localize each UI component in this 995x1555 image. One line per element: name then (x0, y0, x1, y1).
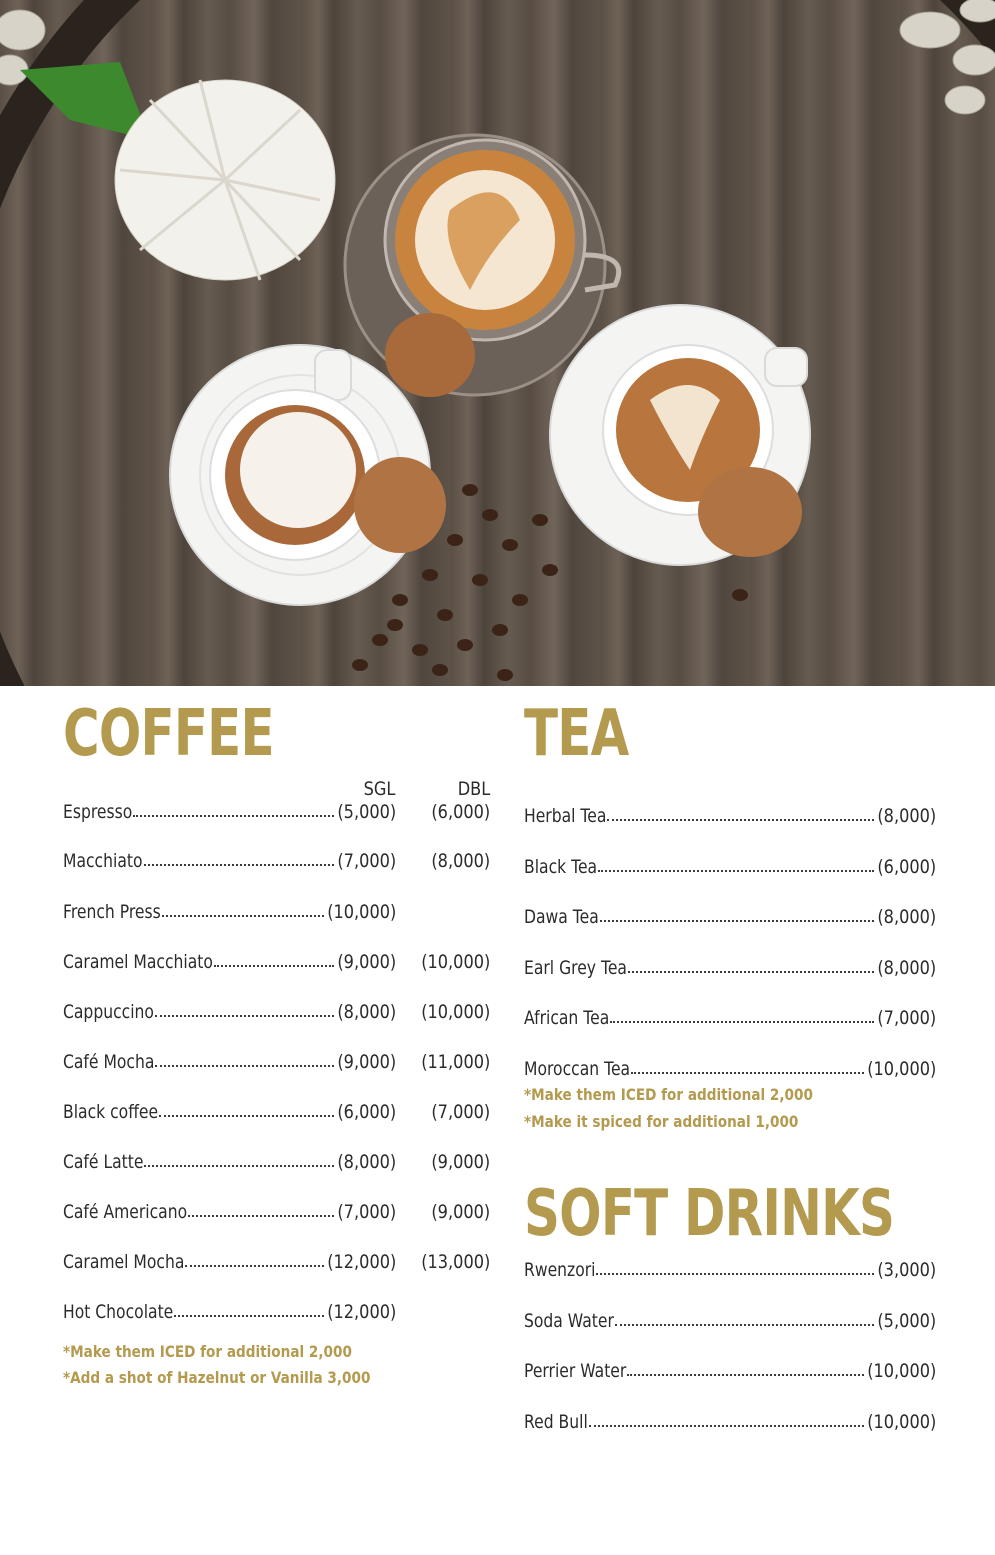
coffee-item (63, 897, 493, 927)
coffee-item (63, 1047, 493, 1077)
leader-dots (185, 1265, 323, 1267)
soft-drink-item-name (524, 1356, 649, 1386)
tea-item-price: (10,000) (866, 1057, 936, 1080)
tea-item (524, 902, 936, 932)
leader-dots (159, 1115, 334, 1117)
soft-drink-item-label: Rwenzori (524, 1259, 596, 1281)
soft-drink-item-price: (10,000) (866, 1410, 936, 1433)
leader-dots (631, 1072, 864, 1074)
tea-item-name (524, 801, 625, 831)
coffee-item-label: Hot Chocolate (63, 1301, 174, 1323)
coffee-cups-illustration (0, 0, 995, 686)
coffee-note-iced: *Make them ICED for additional 2,000 (63, 1342, 352, 1361)
coffee-item (63, 947, 493, 977)
tea-item-price: (8,000) (877, 906, 936, 928)
soft-drink-item-label: Red Bull (524, 1410, 588, 1433)
tea-item-name (524, 1054, 653, 1084)
leader-dots (615, 1324, 874, 1326)
coffee-note-shot: *Add a shot of Hazelnut or Vanilla 3,000 (63, 1368, 371, 1387)
coffee-price-dbl: (6,000) (431, 801, 490, 823)
tea-item (524, 1003, 936, 1033)
coffee-item-label: Macchiato (63, 850, 143, 872)
soft-drink-item (524, 1306, 936, 1336)
tea-note-spiced: *Make it spiced for additional 1,000 (524, 1112, 799, 1131)
coffee-item-label: Café Mocha (63, 1051, 155, 1073)
leader-dots (589, 1425, 864, 1427)
soft-drink-item-price: (10,000) (866, 1360, 936, 1382)
leader-dots (162, 915, 324, 917)
tea-item-price: (8,000) (877, 805, 936, 827)
coffee-price-dbl: (11,000) (420, 1051, 490, 1073)
coffee-price-dbl: (9,000) (431, 1151, 490, 1173)
tea-item-name (524, 1003, 628, 1033)
soft-drink-item (524, 1407, 936, 1437)
coffee-item-name (63, 1047, 174, 1077)
tea-item (524, 1054, 936, 1084)
coffee-heading: COFFEE (63, 697, 274, 771)
coffee-price-sgl: (5,000) (337, 801, 396, 823)
soft-drink-item-label: Soda Water (524, 1309, 614, 1332)
coffee-price-sgl: (7,000) (337, 1201, 396, 1223)
leader-dots (174, 1315, 324, 1317)
coffee-col-sgl: SGL (363, 778, 395, 800)
coffee-item-name (63, 797, 147, 827)
tea-item-name (524, 902, 615, 932)
leader-dots (598, 870, 874, 872)
leader-dots (610, 1021, 874, 1023)
coffee-price-dbl: (10,000) (420, 1001, 490, 1023)
soft-drink-item-name (524, 1306, 634, 1336)
coffee-item-label: Caramel Mocha (63, 1251, 185, 1273)
coffee-price-sgl: (8,000) (337, 1151, 396, 1173)
soft-drink-item-price: (3,000) (877, 1259, 936, 1281)
coffee-item-name (63, 1297, 197, 1327)
coffee-item-name (63, 997, 174, 1027)
coffee-item-label: Black coffee (63, 1101, 159, 1123)
coffee-item-label: Caramel Macchiato (63, 951, 213, 973)
coffee-price-sgl: (12,000) (326, 1251, 396, 1273)
leader-dots (607, 819, 874, 821)
coffee-price-dbl: (7,000) (431, 1101, 490, 1123)
tea-note-iced: *Make them ICED for additional 2,000 (524, 1085, 813, 1104)
coffee-price-dbl: (10,000) (420, 951, 490, 973)
soft-drink-item-name (524, 1255, 611, 1285)
coffee-item-name (63, 1147, 161, 1177)
coffee-item (63, 1297, 493, 1327)
tea-item-name (524, 852, 613, 882)
coffee-item (63, 1147, 493, 1177)
coffee-item-name (63, 1097, 179, 1127)
coffee-price-sgl: (12,000) (326, 1301, 396, 1323)
leader-dots (155, 1065, 334, 1067)
coffee-item (63, 997, 493, 1027)
tea-item-price: (6,000) (877, 855, 936, 878)
coffee-price-dbl: (9,000) (431, 1201, 490, 1223)
coffee-item (63, 797, 493, 827)
tea-item-label: Black Tea (524, 855, 598, 878)
soft-drink-item-label: Perrier Water (524, 1360, 627, 1382)
soft-drink-item (524, 1255, 936, 1285)
coffee-item-name (63, 1197, 214, 1227)
soft-drinks-heading: SOFT DRINKS (524, 1177, 895, 1251)
tea-item (524, 953, 936, 983)
coffee-item-label: Espresso (63, 801, 133, 823)
leader-dots (133, 815, 334, 817)
coffee-item-label: Café Latte (63, 1151, 144, 1173)
tea-item-label: Herbal Tea (524, 805, 607, 827)
leader-dots (628, 971, 874, 973)
leader-dots (596, 1273, 874, 1275)
coffee-item-name (63, 846, 160, 876)
header-photo (0, 0, 995, 686)
soft-drink-item (524, 1356, 936, 1386)
coffee-item (63, 1097, 493, 1127)
leader-dots (144, 864, 335, 866)
leader-dots (627, 1374, 864, 1376)
tea-item (524, 852, 936, 882)
tea-item-label: African Tea (524, 1007, 610, 1029)
coffee-item (63, 1197, 493, 1227)
coffee-item (63, 1247, 493, 1277)
leader-dots (144, 1165, 334, 1167)
tea-item (524, 801, 936, 831)
coffee-item-name (63, 897, 182, 927)
leader-dots (155, 1015, 334, 1017)
coffee-price-sgl: (10,000) (326, 901, 396, 923)
coffee-price-dbl: (13,000) (420, 1251, 490, 1273)
tea-item-name (524, 953, 650, 983)
coffee-item-name (63, 947, 246, 977)
tea-item-label: Moroccan Tea (524, 1057, 631, 1080)
soft-drink-item-price: (5,000) (877, 1309, 936, 1332)
coffee-item-label: Café Americano (63, 1201, 188, 1223)
coffee-item-label: Cappuccino (63, 1001, 154, 1023)
soft-drink-item-name (524, 1407, 602, 1437)
coffee-price-sgl: (8,000) (337, 1001, 396, 1023)
tea-item-price: (8,000) (877, 956, 936, 979)
coffee-item-name (63, 1247, 211, 1277)
coffee-item (63, 846, 493, 876)
tea-heading: TEA (524, 697, 629, 771)
coffee-price-sgl: (7,000) (337, 850, 396, 872)
coffee-price-sgl: (9,000) (337, 951, 396, 973)
tea-item-label: Earl Grey Tea (524, 956, 627, 979)
leader-dots (214, 965, 334, 967)
coffee-price-sgl: (6,000) (337, 1101, 396, 1123)
leader-dots (188, 1215, 334, 1217)
coffee-col-dbl: DBL (457, 778, 490, 800)
coffee-price-sgl: (9,000) (337, 1051, 396, 1073)
coffee-price-dbl: (8,000) (431, 850, 490, 872)
leader-dots (600, 920, 874, 922)
tea-item-price: (7,000) (877, 1007, 936, 1029)
tea-item-label: Dawa Tea (524, 906, 599, 928)
coffee-item-label: French Press (63, 901, 161, 923)
